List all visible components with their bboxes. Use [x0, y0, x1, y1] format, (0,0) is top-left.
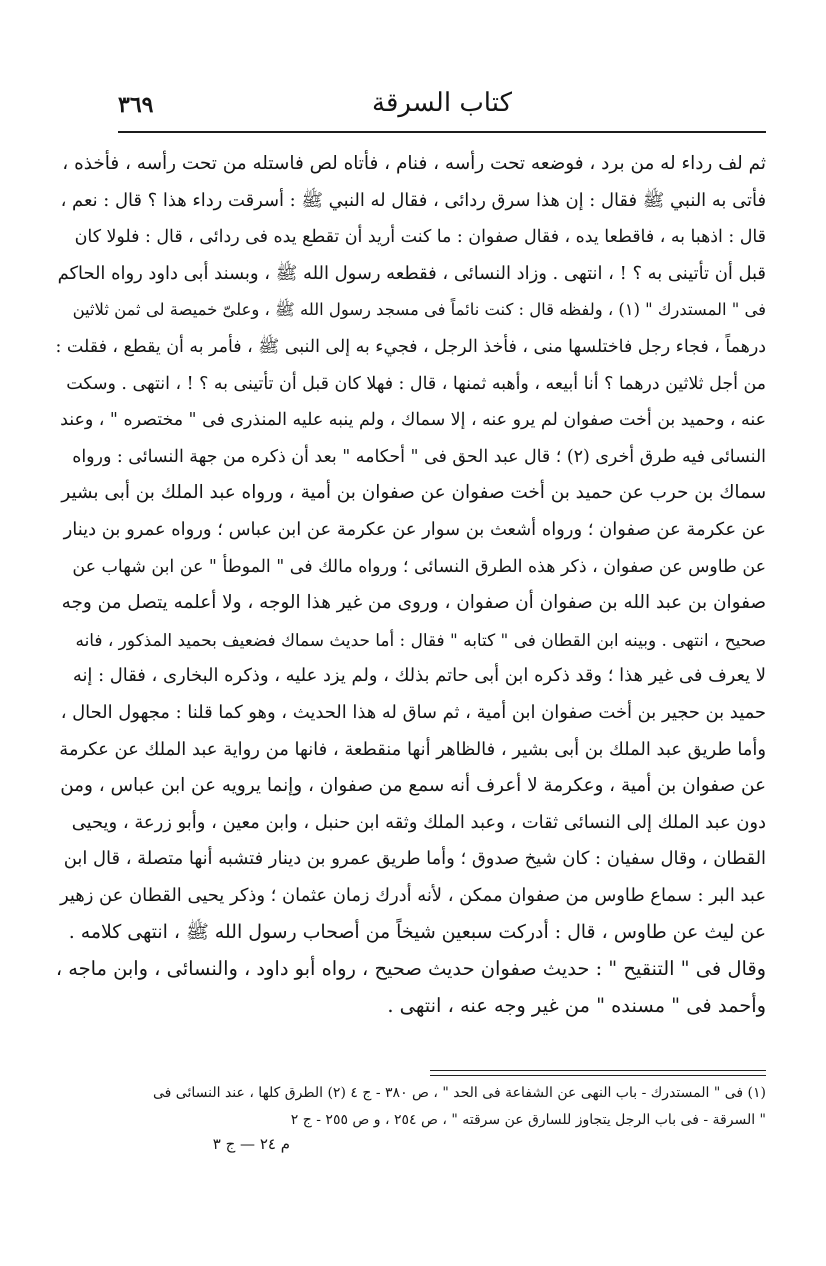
text-line: فى " المستدرك " (١) ، ولفظه قال : كنت نائماً فى مسجد رسول الله ﷺ ، وعلىّ خميصة لى ثمن ثلاثين [72, 300, 766, 320]
text-line: درهماً ، فجاء رجل فاختلسها منى ، فأخذ الرجل ، فجيء به إلى النبى ﷺ ، فأمر به أن يقطع ، فقلت : [56, 336, 766, 357]
text-line: النسائى فيه طرق أخرى (٢) ؛ قال عبد الحق فى " أحكامه " بعد أن ذكره من جهة النسائى : ورواه [72, 446, 766, 467]
text-line: عن عكرمة عن صفوان ؛ ورواه أشعث بن سوار عن عكرمة عن ابن عباس ؛ ورواه عمرو بن دينار [63, 518, 766, 540]
text-line: وأما طريق عبد الملك بن أبى بشير ، فالظاهر أنها منقطعة ، فانها من رواية عبد الملك عن عكرمة [59, 738, 766, 760]
text-line: دون عبد الملك إلى النسائى ثقات ، وعبد الملك وثقه ابن حنبل ، وابن معين ، وأبو زرعة ، ويحيى [71, 811, 766, 833]
text-line: وأحمد فى " مسنده " من غير وجه عنه ، انتهى . [387, 993, 766, 1017]
page-header [118, 86, 766, 126]
header-rule [118, 131, 766, 133]
text-line: صحيح ، انتهى . وبينه ابن القطان فى " كتابه " فقال : أما حديث سماك فضعيف بحميد المذكور ، فانه [75, 629, 766, 650]
text-line: قال : اذهبا به ، فاقطعا يده ، فقال صفوان : ما كنت أريد أن تقطع يده فى ردائى ، قال : فلولا كان [74, 227, 766, 248]
footnote-rule [430, 1070, 766, 1076]
footnotes [90, 1080, 766, 1134]
text-line: وقال فى " التنقيح " : حديث صفوان حديث صحيح ، رواه أبو داود ، والنسائى ، وابن ماجه ، [56, 957, 766, 981]
text-line: لا يعرف فى غير هذا ؛ وقد ذكره ابن أبى حاتم بذلك ، ولم يزد عليه ، وذكره البخارى ، فقال : إنه [72, 665, 766, 687]
body-text [56, 146, 766, 1024]
text-line: القطان ، وقال سفيان : كان شيخ صدوق ؛ وأما طريق عمرو بن دينار فتشبه أنها متصلة ، قال ابن [63, 848, 766, 870]
page-title: كتاب السرقة [372, 88, 512, 118]
text-line: عنه ، وحميد بن أخت صفوان لم يرو عنه ، إلا سماك ، ولم ينبه عليه المنذرى فى " مختصره " ، وعند [60, 410, 766, 431]
text-line: فأتى به النبي ﷺ فقال : إن هذا سرق ردائى ، فقال له النبي ﷺ : أسرقت رداء هذا ؟ قال : نعم ، [60, 189, 766, 211]
text-line: حميد بن حجير بن أخت صفوان ابن أمية ، ثم ساق له هذا الحديث ، وهو كما قلنا : مجهول الحال ، [60, 701, 766, 723]
text-line: من أجل ثلاثين درهما ؟ أنا أبيعه ، وأهبه ثمنها ، قال : فهلا كان قبل أن تأتينى به ؟ ! ، انتهى . وسكت [66, 373, 766, 394]
printer-signature: م ٢٤ — ج ٣ [212, 1135, 290, 1153]
footnote: (١) فى " المستدرك - باب النهى عن الشفاعة فى الحد " ، ص ٣٨٠ - ج ٤ (٢) الطرق كلها ، عند النسائى فى [153, 1085, 766, 1101]
text-line: ثم لف رداء له من برد ، فوضعه تحت رأسه ، فنام ، فأتاه لص فاستله من تحت رأسه ، فأخذه ، [62, 153, 766, 174]
text-line: عن صفوان بن أمية ، وعكرمة لا أعرف أنه سمع من صفوان ، وإنما يرويه عن ابن عباس ، ومن [60, 775, 766, 797]
text-line: سماك بن حرب عن حميد بن أخت صفوان عن صفوان بن أمية ، ورواه عبد الملك بن أبى بشير [61, 482, 766, 504]
text-line: قبل أن تأتينى به ؟ ! ، انتهى . وزاد النسائى ، فقطعه رسول الله ﷺ ، وبسند أبى داود رواه الحاكم [57, 262, 766, 284]
page-number: ٣٦٩ [118, 92, 154, 118]
footnote: " السرقة - فى باب الرجل يتجاوز للسارق عن سرقته " ، ص ٢٥٤ ، و ص ٢٥٥ - ج ٢ [290, 1112, 766, 1128]
text-line: عن طاوس عن صفوان ، ذكر هذه الطرق النسائى ؛ ورواه مالك فى " الموطأ " عن ابن شهاب عن [72, 556, 766, 577]
text-line: صفوان بن عبد الله بن صفوان أن صفوان ، وروى من غير هذا الوجه ، ولا أعلمه يتصل من وجه [61, 592, 766, 614]
text-line: عن ليث عن طاوس ، قال : أدركت سبعين شيخاً من أصحاب رسول الله ﷺ ، انتهى كلامه . [68, 921, 766, 944]
text-line: عبد البر : سماع طاوس من صفوان ممكن ، لأنه أدرك زمان عثمان ؛ وذكر يحيى القطان عن زهير [60, 884, 766, 906]
